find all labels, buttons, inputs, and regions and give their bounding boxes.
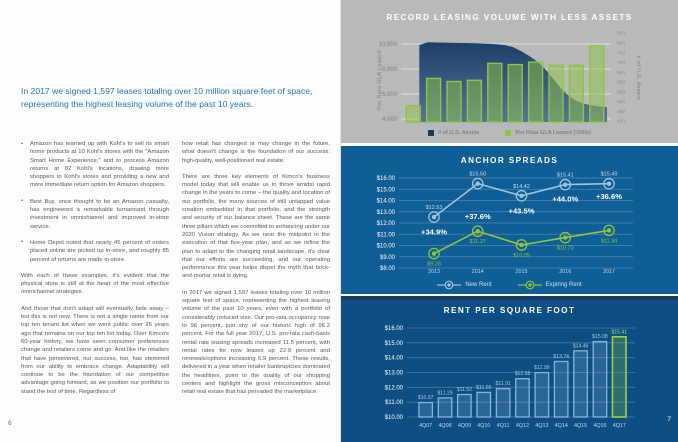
svg-text:600: 600 bbox=[617, 80, 626, 86]
svg-text:2017: 2017 bbox=[603, 269, 615, 275]
svg-text:2014: 2014 bbox=[471, 269, 484, 275]
gla-bar bbox=[549, 65, 563, 122]
svg-text:4Q14: 4Q14 bbox=[554, 423, 568, 429]
gla-bar bbox=[427, 78, 441, 122]
svg-text:8,000: 8,000 bbox=[381, 67, 397, 73]
svg-text:$9.28: $9.28 bbox=[427, 261, 441, 268]
rent-bar bbox=[516, 379, 530, 417]
intro-statement: In 2017 we signed 1,597 leases totaling over 10 million square feet of space, representing the highest leasing volume of the past 10 years. bbox=[21, 86, 313, 109]
gla-bar bbox=[590, 46, 604, 122]
rent-psf-chart bbox=[341, 318, 678, 442]
body-columns bbox=[21, 140, 330, 405]
new-rent-marker-icon bbox=[437, 280, 461, 290]
svg-text:$15.00: $15.00 bbox=[376, 187, 395, 194]
leasing-volume-chart bbox=[341, 22, 678, 126]
svg-text:$11.27: $11.27 bbox=[469, 239, 486, 246]
chart-title-anchor-spreads: ANCHOR SPREADS bbox=[460, 156, 559, 165]
chart-title-rent-psf: RENT PER SQUARE FOOT bbox=[443, 306, 576, 315]
body-paragraph: In 2017 we signed 1,597 leases totaling over 10 million square feet of space, representing the highest leasing volume of the past 10 years, even with a portfolio of considerably reduced size. Our pro-rata occupancy rose to 96 percent, just shy of our historic high of 96.2 percent. For the full year 2017, U.S. pro-rata cash-basis rental rate leasing spreads increased 11.5 percent, with rental rates for new leases up 22.9 percent and renewals/options increasing 6.9 percent. These results, delivered in a year when retailer bankruptcies dominated the headlines, point to the quality of our shopping centers and highlight the gross misconception about retail real estate that has pervaded the marketplace. bbox=[182, 289, 330, 396]
svg-text:$15.49: $15.49 bbox=[600, 171, 618, 178]
svg-text:$14.46: $14.46 bbox=[572, 343, 589, 350]
svg-text:$10.00: $10.00 bbox=[384, 415, 403, 421]
anchor-spreads-legend bbox=[341, 279, 678, 291]
rent-bar bbox=[477, 392, 491, 417]
expiring-rent-marker-icon bbox=[518, 280, 542, 290]
svg-text:4Q15: 4Q15 bbox=[573, 423, 588, 429]
svg-text:$12.99: $12.99 bbox=[534, 365, 550, 372]
svg-text:+34.9%: +34.9% bbox=[421, 227, 447, 237]
legend-item: New Rent bbox=[437, 280, 491, 290]
rent-bar bbox=[593, 342, 607, 417]
gla-bar bbox=[529, 62, 543, 122]
svg-text:$11.52: $11.52 bbox=[456, 387, 473, 393]
svg-text:650: 650 bbox=[617, 70, 626, 76]
legend-item: Pro Rata GLA Leased ('000s) bbox=[505, 130, 591, 136]
svg-text:400: 400 bbox=[617, 119, 626, 125]
svg-text:2015: 2015 bbox=[515, 269, 528, 275]
svg-text:$10.97: $10.97 bbox=[417, 395, 434, 402]
svg-text:4,000: 4,000 bbox=[381, 117, 397, 123]
bullet-item: • Home Depot noted that nearly 45 percent of orders placed online are picked up in-store, and roughly 85 percent of returns are made in-store. bbox=[21, 239, 169, 264]
svg-text:$11.29: $11.29 bbox=[437, 390, 453, 397]
svg-text:$13.00: $13.00 bbox=[376, 209, 395, 216]
bullet-item: • Amazon has teamed up with Kohl's to sell its smart home products at 10 Kohl's stores with the "Amazon Smart Home Experience," and to process Amazon returns at 82 Kohl's locations, drawing more shoppers to Kohl's stores and providing a new and more immediate return option for Amazon shoppers. bbox=[21, 140, 169, 190]
svg-text:4Q09: 4Q09 bbox=[457, 423, 472, 429]
svg-text:2013: 2013 bbox=[428, 269, 440, 275]
svg-text:$15.50: $15.50 bbox=[469, 171, 487, 178]
svg-text:+43.5%: +43.5% bbox=[508, 206, 535, 216]
svg-text:$15.41: $15.41 bbox=[556, 172, 574, 179]
svg-text:10,000: 10,000 bbox=[378, 42, 397, 48]
svg-text:850: 850 bbox=[617, 31, 626, 37]
svg-text:$12.00: $12.00 bbox=[384, 385, 403, 392]
body-paragraph: With each of these examples, it's evident that the physical store is still at the heart of the most effective omnichannel strategies. bbox=[21, 272, 169, 296]
svg-text:$11.00: $11.00 bbox=[385, 400, 403, 407]
assets-swatch-icon bbox=[428, 130, 434, 136]
svg-text:$14.42: $14.42 bbox=[513, 183, 530, 190]
bullet-item: • Best Buy, once thought to be an Amazon casualty, has engineered a remarkable turnaround through investment in omnichannel and improved in-store service. bbox=[21, 198, 169, 231]
svg-text:+36.6%: +36.6% bbox=[596, 191, 622, 201]
svg-text:$12.58: $12.58 bbox=[514, 371, 531, 378]
right-page bbox=[341, 0, 678, 442]
svg-text:$10.05: $10.05 bbox=[513, 252, 530, 259]
svg-text:$9.00: $9.00 bbox=[379, 254, 395, 261]
svg-text:+37.6%: +37.6% bbox=[464, 212, 491, 222]
svg-text:4Q11: 4Q11 bbox=[496, 423, 510, 429]
body-column-2 bbox=[182, 140, 330, 405]
chart-title-leasing-volume: RECORD LEASING VOLUME WITH LESS ASSETS bbox=[386, 13, 633, 22]
svg-text:4Q08: 4Q08 bbox=[438, 423, 452, 429]
svg-text:$15.00: $15.00 bbox=[384, 340, 403, 347]
svg-text:# of U.S. Assets: # of U.S. Assets bbox=[635, 55, 641, 101]
svg-text:$10.00: $10.00 bbox=[376, 243, 395, 250]
svg-text:$15.08: $15.08 bbox=[592, 334, 608, 341]
page-number-right: 7 bbox=[667, 416, 671, 423]
rent-bar bbox=[458, 395, 472, 418]
rent-bar bbox=[496, 389, 510, 417]
leasing-volume-legend bbox=[341, 127, 678, 139]
svg-text:Pro Rata GLA Leased: Pro Rata GLA Leased bbox=[377, 49, 383, 111]
body-paragraph: There are three key elements of Kimco's business model today that will enable us to thrive amidst rapid change in the years to come – the quality and location of our portfolio, the many sources of still untapped value creation embedded in that portfolio, and the strength and security of our balance sheet. These are the same three pillars which we committed to enhancing under our 2020 Vision strategy. As we near the midpoint in the execution of that five-year plan, and as we refine the plan to adapt to the changing retail landscape, it's clear that our efforts are succeeding, and our operating performance this year helps dispel the myth that brick-and-mortar retail is dying. bbox=[182, 173, 330, 280]
svg-text:4Q10: 4Q10 bbox=[477, 423, 491, 429]
svg-text:700: 700 bbox=[617, 61, 626, 67]
svg-text:450: 450 bbox=[617, 109, 626, 115]
rent-bar bbox=[438, 398, 452, 417]
svg-text:$11.00: $11.00 bbox=[377, 232, 395, 239]
svg-text:$11.34: $11.34 bbox=[600, 238, 618, 245]
gla-bar bbox=[467, 80, 481, 122]
svg-text:4Q12: 4Q12 bbox=[515, 423, 530, 429]
svg-text:6,000: 6,000 bbox=[381, 92, 397, 98]
legend-item: Expiring Rent bbox=[518, 280, 582, 290]
svg-text:750: 750 bbox=[617, 51, 626, 57]
svg-text:$15.41: $15.41 bbox=[611, 329, 628, 336]
svg-text:$14.00: $14.00 bbox=[384, 355, 403, 362]
gla-bar bbox=[569, 65, 583, 122]
panel-anchor-spreads bbox=[341, 146, 678, 294]
svg-text:$8.00: $8.00 bbox=[379, 266, 395, 272]
anchor-spreads-chart bbox=[341, 170, 678, 282]
svg-text:4Q17: 4Q17 bbox=[612, 423, 626, 429]
body-paragraph: how retail has changed or may change in the future, what doesn't change is the foundation of our success: high-quality, well-positioned real estate. bbox=[182, 141, 330, 164]
svg-text:$16.00: $16.00 bbox=[376, 176, 395, 182]
rent-bar bbox=[574, 351, 588, 417]
svg-text:2016: 2016 bbox=[559, 269, 572, 275]
gla-bar bbox=[508, 65, 522, 122]
gla-bar bbox=[447, 82, 461, 123]
legend-item: # of U.S. Assets bbox=[428, 130, 479, 136]
svg-text:$11.91: $11.91 bbox=[495, 381, 511, 388]
gla-bar bbox=[488, 63, 502, 122]
rent-bar bbox=[419, 403, 433, 417]
body-paragraph: And those that don't adapt will eventually fade away – but this is not new. There is not a single name from our top ten tenant list when we went public over 25 years ago that remains on our top ten list today. Over Kimco's 60-year history, we have seen consumer preferences change and retailers come and go. And like the retailers that have persevered, our success, too, has stemmed from our ability to embrace change. Adaptability will continue to be the foundation of our competitive advantage going forward, as we position our portfolio to stand the test of time. Regardless of bbox=[21, 305, 169, 395]
svg-text:$13.00: $13.00 bbox=[384, 370, 403, 377]
svg-text:$16.00: $16.00 bbox=[384, 326, 403, 332]
svg-text:4Q13: 4Q13 bbox=[535, 423, 549, 429]
svg-text:4Q07: 4Q07 bbox=[419, 423, 433, 429]
svg-text:$12.00: $12.00 bbox=[376, 221, 395, 227]
svg-text:$12.53: $12.53 bbox=[425, 205, 443, 211]
svg-text:$11.66: $11.66 bbox=[476, 384, 492, 391]
rent-bar-highlight bbox=[613, 337, 627, 417]
rent-bar bbox=[554, 362, 568, 418]
body-column-1 bbox=[21, 140, 169, 405]
panel-leasing-volume bbox=[341, 0, 678, 143]
svg-text:$14.00: $14.00 bbox=[376, 198, 395, 205]
gla-bar bbox=[406, 106, 420, 122]
svg-text:4Q16: 4Q16 bbox=[593, 423, 607, 429]
svg-text:550: 550 bbox=[617, 90, 626, 96]
page-number-left: 6 bbox=[8, 420, 12, 427]
svg-text:800: 800 bbox=[617, 41, 626, 47]
svg-text:500: 500 bbox=[617, 100, 626, 106]
panel-rent-psf bbox=[341, 300, 678, 442]
svg-text:+44.0%: +44.0% bbox=[552, 194, 579, 204]
svg-text:$10.70: $10.70 bbox=[556, 245, 574, 252]
rent-bar bbox=[535, 373, 549, 417]
gla-swatch-icon bbox=[505, 130, 511, 136]
svg-text:$13.74: $13.74 bbox=[553, 354, 570, 360]
